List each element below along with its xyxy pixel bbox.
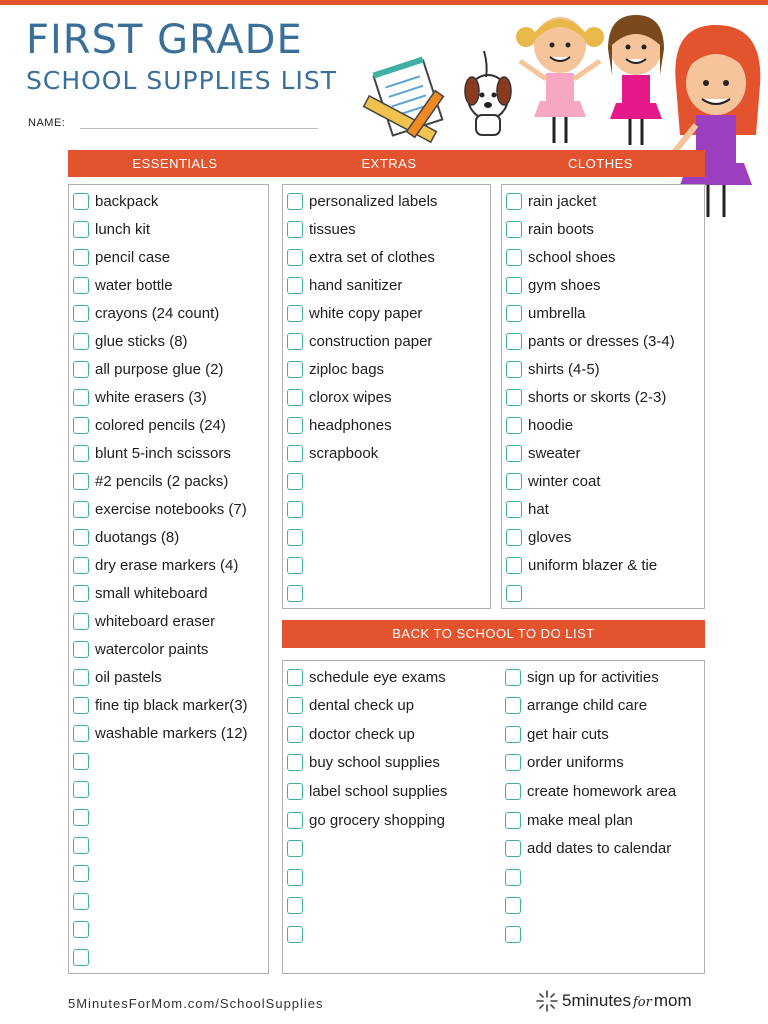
checkbox[interactable] [506,389,522,406]
list-item[interactable] [73,750,95,772]
list-item[interactable] [73,246,170,268]
todo-item[interactable] [287,838,309,860]
list-item[interactable] [506,526,571,548]
brand-minutes: minutes [571,991,631,1010]
list-item[interactable] [287,330,432,352]
list-item-label: white erasers (3) [95,388,207,406]
brand-text [562,991,692,1011]
list-item[interactable] [73,834,95,856]
checkbox[interactable] [505,869,521,886]
list-item-label: sweater [528,444,581,462]
list-item[interactable] [506,218,594,240]
checkbox[interactable] [73,473,89,490]
list-item-label: duotangs (8) [95,528,180,546]
list-item-label: gloves [528,528,572,546]
checkbox[interactable] [73,837,89,854]
todo-item[interactable] [287,923,309,945]
list-item-label: dry erase markers (4) [95,556,239,574]
footer-url[interactable]: 5MinutesForMom.com/SchoolSupplies [68,996,324,1011]
checkbox[interactable] [506,361,522,378]
checkbox[interactable] [73,361,89,378]
list-item-label: blunt 5-inch scissors [95,444,231,462]
list-item[interactable] [73,330,188,352]
extras-list [282,184,491,609]
checkbox[interactable] [506,221,522,238]
essentials-header: ESSENTIALS [132,156,218,171]
checkbox[interactable] [287,869,303,886]
checkbox[interactable] [505,897,521,914]
dog-icon [465,51,511,135]
sparkle-icon [536,990,558,1012]
checkbox[interactable] [287,445,303,462]
list-item[interactable] [287,274,402,296]
checkbox[interactable] [287,897,303,914]
checkbox[interactable] [506,501,522,518]
todo-item-label: dental check up [309,697,415,715]
list-item-label: ziploc bags [309,360,385,378]
list-item[interactable] [73,666,162,688]
list-item[interactable] [73,862,95,884]
checkbox[interactable] [73,865,89,882]
checkbox[interactable] [287,669,303,686]
brand-logo [536,990,692,1012]
checkbox[interactable] [73,417,89,434]
list-item[interactable] [506,554,657,576]
list-item-label: colored pencils (24) [95,416,226,434]
list-item-label: oil pastels [95,668,162,686]
list-item-label: clorox wipes [309,388,392,406]
list-item[interactable] [73,498,247,520]
checkbox[interactable] [506,249,522,266]
list-item-label: all purpose glue (2) [95,360,224,378]
list-item-label: school shoes [528,248,616,266]
list-item[interactable] [73,358,223,380]
list-item-label: water bottle [95,276,173,294]
checkbox[interactable] [73,949,89,966]
todo-item[interactable] [287,809,445,831]
todo-item-label: get hair cuts [527,725,609,743]
list-item[interactable] [73,638,208,660]
list-item[interactable] [506,330,675,352]
checkbox[interactable] [505,669,521,686]
list-item[interactable] [287,442,378,464]
checkbox[interactable] [73,389,89,406]
list-item-label: headphones [309,416,392,434]
list-item[interactable] [73,722,248,744]
todo-item[interactable] [505,723,609,745]
todo-item[interactable] [287,866,309,888]
list-item[interactable] [287,498,309,520]
page-title: FIRST GRADE [26,17,303,63]
list-item-label: rain jacket [528,192,597,210]
list-item-label: glue sticks (8) [95,332,188,350]
checkbox[interactable] [73,753,89,770]
list-item[interactable] [73,302,219,324]
checkbox[interactable] [287,501,303,518]
todo-item-label: sign up for activities [527,668,659,686]
checkbox[interactable] [73,725,89,742]
list-item-label: shorts or skorts (2-3) [528,388,667,406]
checkbox[interactable] [73,501,89,518]
list-item-label: uniform blazer & tie [528,556,658,574]
list-item-label: watercolor paints [95,640,209,658]
todo-item-label: make meal plan [527,811,633,829]
checkbox[interactable] [287,277,303,294]
checkbox[interactable] [287,726,303,743]
checkbox[interactable] [505,840,521,857]
checkbox[interactable] [505,726,521,743]
todo-item[interactable] [287,895,309,917]
list-item[interactable] [73,806,95,828]
todo-item-label: create homework area [527,782,677,800]
list-item-label: extra set of clothes [309,248,435,266]
list-item[interactable] [73,386,207,408]
checkbox[interactable] [287,473,303,490]
columns-header [68,150,705,177]
checkbox[interactable] [287,783,303,800]
clothes-list [501,184,705,609]
checkbox[interactable] [73,921,89,938]
todo-item[interactable] [287,752,440,774]
list-item-label: hat [528,500,549,518]
list-item[interactable] [506,498,549,520]
checkbox[interactable] [73,669,89,686]
list-item-label: rain boots [528,220,594,238]
list-item[interactable] [73,778,95,800]
list-item[interactable] [287,470,309,492]
todo-item[interactable] [287,780,447,802]
checkbox[interactable] [287,557,303,574]
list-item-label: white copy paper [309,304,423,322]
list-item[interactable] [287,526,309,548]
list-item-label: umbrella [528,304,586,322]
list-item[interactable] [73,554,238,576]
clothes-header: CLOTHES [568,156,633,171]
checkbox[interactable] [506,445,522,462]
list-item[interactable] [506,414,573,436]
list-item[interactable] [287,190,437,212]
checkbox[interactable] [287,389,303,406]
girl-pigtails-icon [516,17,604,143]
checkbox[interactable] [73,277,89,294]
list-item-label: construction paper [309,332,433,350]
list-item[interactable] [73,694,248,716]
todo-item-label: go grocery shopping [309,811,445,829]
checkbox[interactable] [287,529,303,546]
list-item-label: #2 pencils (2 packs) [95,472,229,490]
list-item[interactable] [73,526,179,548]
list-item[interactable] [287,582,309,604]
list-item[interactable] [506,302,586,324]
name-label: NAME: [28,117,66,129]
brand-for: for [633,995,652,1010]
page-subtitle: SCHOOL SUPPLIES LIST [26,66,338,95]
list-item[interactable] [287,218,356,240]
checkbox[interactable] [73,809,89,826]
checkbox[interactable] [287,361,303,378]
todo-item-label: label school supplies [309,782,448,800]
list-item[interactable] [73,582,208,604]
checkbox[interactable] [506,557,522,574]
list-item[interactable] [506,358,600,380]
list-item-label: personalized labels [309,192,438,210]
checkbox[interactable] [505,812,521,829]
checkbox[interactable] [287,926,303,943]
list-item-label: shirts (4-5) [528,360,600,378]
checkbox[interactable] [506,585,522,602]
checkbox[interactable] [506,473,522,490]
checkbox[interactable] [505,754,521,771]
checkbox[interactable] [73,697,89,714]
list-item[interactable] [287,554,309,576]
checkbox[interactable] [287,697,303,714]
checkbox[interactable] [287,585,303,602]
checkbox[interactable] [287,249,303,266]
checkbox[interactable] [506,333,522,350]
checkbox[interactable] [506,305,522,322]
essentials-list [68,184,269,974]
checkbox[interactable] [505,783,521,800]
list-item[interactable] [73,890,95,912]
list-item[interactable] [506,582,528,604]
checkbox[interactable] [287,840,303,857]
todo-item[interactable] [505,666,659,688]
checkbox[interactable] [73,529,89,546]
list-item-label: scrapbook [309,444,379,462]
checkbox[interactable] [287,221,303,238]
extras-header: EXTRAS [361,156,417,171]
list-item-label: washable markers (12) [95,724,248,742]
checkbox[interactable] [287,812,303,829]
list-item[interactable] [287,246,435,268]
checkbox[interactable] [73,249,89,266]
todo-item[interactable] [505,695,647,717]
checkbox[interactable] [506,417,522,434]
todo-item[interactable] [505,809,633,831]
checkbox[interactable] [287,193,303,210]
checkbox[interactable] [73,781,89,798]
list-item[interactable] [73,218,150,240]
checkbox[interactable] [287,417,303,434]
list-item-label: exercise notebooks (7) [95,500,247,518]
list-item[interactable] [506,190,596,212]
list-item[interactable] [73,442,231,464]
list-item[interactable] [287,358,384,380]
list-item-label: fine tip black marker(3) [95,696,248,714]
todo-header: BACK TO SCHOOL TO DO LIST [282,620,705,648]
todo-item-label: doctor check up [309,725,415,743]
checkbox[interactable] [73,193,89,210]
checkbox[interactable] [73,893,89,910]
todo-item-label: add dates to calendar [527,840,672,858]
list-item-label: crayons (24 count) [95,304,220,322]
list-item[interactable] [73,946,95,968]
list-item-label: winter coat [528,472,601,490]
list-item[interactable] [506,442,581,464]
list-item-label: hand sanitizer [309,276,403,294]
name-field-line[interactable] [80,128,318,129]
list-item-label: tissues [309,220,356,238]
brand-number: 5 [562,991,572,1010]
todo-item[interactable] [505,752,624,774]
list-item[interactable] [73,190,158,212]
todo-list [282,660,705,974]
list-item-label: hoodie [528,416,574,434]
checkbox[interactable] [287,754,303,771]
todo-item[interactable] [287,666,446,688]
list-item[interactable] [73,470,228,492]
list-item[interactable] [73,918,95,940]
checkbox[interactable] [73,305,89,322]
checkbox[interactable] [73,585,89,602]
checkbox[interactable] [73,613,89,630]
list-item[interactable] [73,610,215,632]
todo-item-label: buy school supplies [309,754,440,772]
todo-item[interactable] [505,923,527,945]
checkbox[interactable] [505,926,521,943]
todo-item[interactable] [287,723,415,745]
checkbox[interactable] [505,697,521,714]
list-item-label: small whiteboard [95,584,208,602]
list-item[interactable] [506,246,616,268]
checkbox[interactable] [287,305,303,322]
todo-item[interactable] [287,695,414,717]
list-item-label: whiteboard eraser [95,612,216,630]
todo-item[interactable] [505,866,527,888]
brand-mom: mom [653,991,692,1010]
todo-item[interactable] [505,780,676,802]
list-item-label: gym shoes [528,276,601,294]
todo-item[interactable] [505,895,527,917]
list-item-label: pants or dresses (3-4) [528,332,675,350]
checkbox[interactable] [73,333,89,350]
list-item-label: backpack [95,192,159,210]
checkbox[interactable] [73,445,89,462]
girl-brown-hair-icon [608,15,664,145]
list-item[interactable] [73,414,226,436]
list-item[interactable] [287,414,392,436]
todo-item-label: arrange child care [527,697,648,715]
list-item[interactable] [73,274,173,296]
todo-item-label: order uniforms [527,754,624,772]
list-item[interactable] [287,302,422,324]
checkbox[interactable] [287,333,303,350]
checkbox[interactable] [506,193,522,210]
list-item[interactable] [506,470,601,492]
checkbox[interactable] [73,221,89,238]
list-item[interactable] [506,274,601,296]
checkbox[interactable] [506,277,522,294]
list-item[interactable] [287,386,392,408]
checkbox[interactable] [506,529,522,546]
checkbox[interactable] [73,641,89,658]
checkbox[interactable] [73,557,89,574]
list-item[interactable] [506,386,666,408]
todo-item[interactable] [505,838,671,860]
list-item-label: lunch kit [95,220,151,238]
todo-item-label: schedule eye exams [309,668,446,686]
list-item-label: pencil case [95,248,171,266]
